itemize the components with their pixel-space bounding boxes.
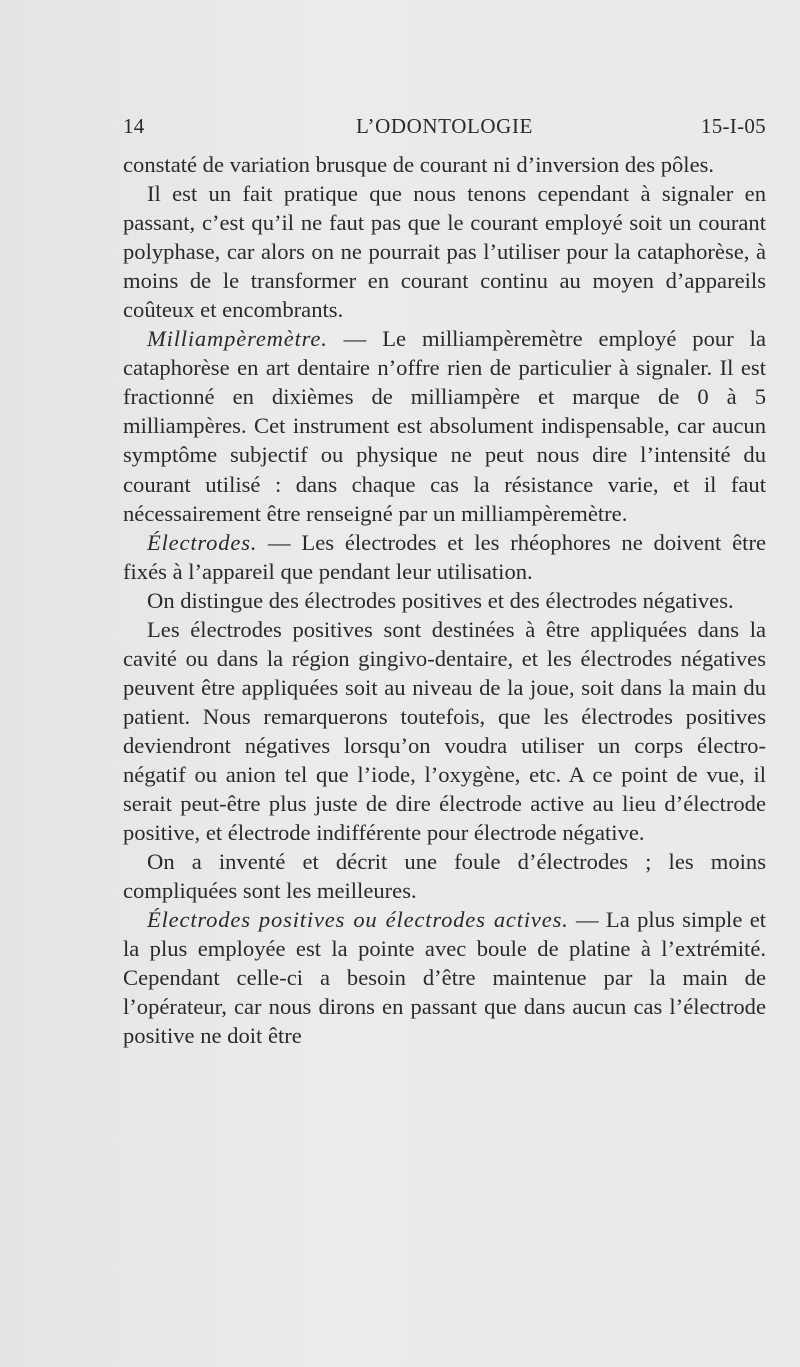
paragraph-continuation xyxy=(123,150,766,179)
page-number: 14 xyxy=(123,114,145,138)
section-heading: Électrodes. xyxy=(147,529,258,555)
paragraph-text: Les électrodes positives sont destinées à être appliquées dans la cavité ou dans la région gingivo-dentaire, et les électrodes négatives peuvent être appliquées soit au niveau de la joue, soit dans la main du patient. Nous remarquerons toutefois, que les électrodes positives deviendront négatives lorsqu’on voudra utiliser un corps électro-négatif ou anion tel que l’iode, l’oxygène, etc. A ce point de vue, il serait peut-être plus juste de dire électrode active au lieu d’électrode positive, et électrode indifférente pour électrode négative. xyxy=(123,616,766,846)
paragraph-text: — Le milliampèremètre employé pour la cataphorèse en art dentaire n’offre rien de particulier à signaler. Il est fractionné en dixièmes de milliampère et marque de 0 à 5 milliampères. Cet instrument est absolument indispensable, car aucun symptôme subjectif ou physique ne peut nous dire l’intensité du courant utilisé : dans chaque cas la résistance varie, et il faut nécessairement être renseigné par un milliampèremètre. xyxy=(123,326,766,526)
paragraph-distinction xyxy=(123,586,766,615)
section-heading: Électrodes positives ou électrodes actives. xyxy=(147,907,569,933)
paragraph-inventions xyxy=(123,847,766,905)
paragraph-electrodes xyxy=(123,528,766,586)
paragraph-polyphase xyxy=(123,179,766,324)
running-head xyxy=(123,114,766,144)
paragraph-text: constaté de variation brusque de courant ni d’inversion des pôles. xyxy=(123,152,715,177)
paragraph-text: — La plus simple et la plus employée est la pointe avec boule de platine à l’extrémité. Cependant celle-ci a besoin d’être maintenue par la main de l’opérateur, car nous dirons en passant que dans aucun cas l’électrode positive ne doit être xyxy=(123,907,766,1049)
paragraph-active-electrodes xyxy=(123,905,766,1050)
paragraph-text: On distingue des électrodes positives et des électrodes négatives. xyxy=(147,587,734,613)
issue-date: 15-I-05 xyxy=(700,114,766,138)
paragraph-positive-electrodes xyxy=(123,615,766,847)
body-text xyxy=(123,150,766,1050)
paragraph-text: — Les électrodes et les rhéophores ne doivent être fixés à l’appareil que pendant leur utilisation. xyxy=(123,529,766,584)
journal-title: L’ODONTOLOGIE xyxy=(356,114,533,138)
paragraph-text: Il est un fait pratique que nous tenons cependant à signaler en passant, c’est qu’il ne faut pas que le courant employé soit un courant polyphase, car alors on ne pourrait pas l’utiliser pour la cataphorèse, à moins de le transformer en courant continu au moyen d’appareils coûteux et encombrants. xyxy=(123,181,766,323)
paragraph-text: On a inventé et décrit une foule d’électrodes ; les moins compliquées sont les meilleures. xyxy=(123,849,766,904)
section-heading: Milliampèremètre. xyxy=(147,326,328,352)
paragraph-milliamperemetre xyxy=(123,324,766,527)
